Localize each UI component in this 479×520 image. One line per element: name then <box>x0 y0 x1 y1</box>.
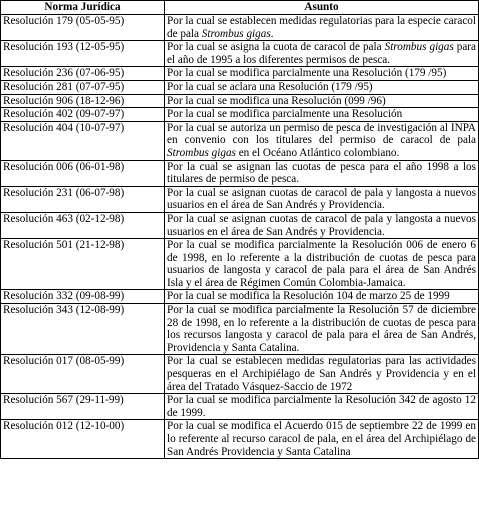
asunto-cell: Por la cual se modifica la Resolución 104 de marzo 25 de 1999 <box>165 290 479 304</box>
asunto-cell: Por la cual se asigna la cuota de caracol de pala Strombus gigas para el año de 1995 a los diferentes permisos de pesca. <box>165 41 479 67</box>
asunto-cell: Por la cual se modifica parcialmente la Resolución 342 de agosto 12 de 1999. <box>165 394 479 420</box>
header-row <box>1 1 479 15</box>
table-row <box>1 239 479 290</box>
norma-cell: Resolución 236 (07-06-95) <box>1 67 165 81</box>
asunto-cell: Por la cual se asignan cuotas de caracol de pala y langosta a nuevos usuarios en el área de San Andrés y Providencia. <box>165 186 479 212</box>
asunto-cell: Por la cual se establecen medidas regulatorias para la especie caracol de pala Strombus gigas. <box>165 15 479 41</box>
norma-cell: Resolución 179 (05-05-95) <box>1 15 165 41</box>
table-row <box>1 121 479 160</box>
table-row <box>1 394 479 420</box>
table-row <box>1 420 479 459</box>
table-row <box>1 80 479 94</box>
norma-cell: Resolución 402 (09-07-97) <box>1 108 165 122</box>
norma-cell: Resolución 193 (12-05-95) <box>1 41 165 67</box>
table-row <box>1 304 479 355</box>
asunto-cell: Por la cual se establecen medidas regulatorias para las actividades pesqueras en el Archipiélago de San Andrés y Providencia y en el área del Tratado Vásquez-Saccio de 1972 <box>165 355 479 394</box>
table-row <box>1 41 479 67</box>
norma-cell: Resolución 231 (06-07-98) <box>1 186 165 212</box>
asunto-cell: Por la cual se autoriza un permiso de pesca de investigación al INPA en convenio con los titulares del permiso de caracol de pala Strombus gigas en el Océano Atlántico colombiano. <box>165 121 479 160</box>
asunto-cell: Por la cual se modifica parcialmente una Resolución <box>165 108 479 122</box>
header-norma: Norma Jurídica <box>1 1 165 15</box>
norma-cell: Resolución 343 (12-08-99) <box>1 304 165 355</box>
norma-cell: Resolución 332 (09-08-99) <box>1 290 165 304</box>
norma-cell: Resolución 017 (08-05-99) <box>1 355 165 394</box>
table-row <box>1 15 479 41</box>
norma-cell: Resolución 463 (02-12-98) <box>1 212 165 238</box>
table-row <box>1 186 479 212</box>
asunto-cell: Por la cual se asignan cuotas de caracol de pala y langosta a nuevos usuarios en el área de San Andrés y Providencia. <box>165 212 479 238</box>
table-row <box>1 160 479 186</box>
asunto-cell: Por la cual se aclara una Resolución (179 /95) <box>165 80 479 94</box>
table-row <box>1 212 479 238</box>
asunto-cell: Por la cual se modifica parcialmente la Resolución 006 de enero 6 de 1998, en lo referente a la distribución de cuotas de pesca para usuarios de langosta y caracol de pala para el área de San Andrés Isla y el área de Régimen Común Colombia-Jamaica. <box>165 239 479 290</box>
asunto-cell: Por la cual se modifica una Resolución (099 /96) <box>165 94 479 108</box>
header-asunto: Asunto <box>165 1 479 15</box>
norma-cell: Resolución 006 (06-01-98) <box>1 160 165 186</box>
asunto-cell: Por la cual se modifica el Acuerdo 015 de septiembre 22 de 1999 en lo referente al recurso caracol de pala, en el área del Archipiélago de San Andrés Providencia y Santa Catalina <box>165 420 479 459</box>
table-row <box>1 355 479 394</box>
norma-cell: Resolución 012 (12-10-00) <box>1 420 165 459</box>
norma-cell: Resolución 906 (18-12-96) <box>1 94 165 108</box>
table-row <box>1 290 479 304</box>
table-row <box>1 94 479 108</box>
asunto-cell: Por la cual se modifica parcialmente la Resolución 57 de diciembre 28 de 1998, en lo referente a la distribución de cuotas de pesca para los recursos langosta y caracol de pala para el área de San Andrés, Providencia y Santa Catalina. <box>165 304 479 355</box>
norma-cell: Resolución 501 (21-12-98) <box>1 239 165 290</box>
norma-cell: Resolución 567 (29-11-99) <box>1 394 165 420</box>
table-row <box>1 67 479 81</box>
norma-cell: Resolución 281 (07-07-95) <box>1 80 165 94</box>
asunto-cell: Por la cual se modifica parcialmente una Resolución (179 /95) <box>165 67 479 81</box>
table-row <box>1 108 479 122</box>
norma-cell: Resolución 404 (10-07-97) <box>1 121 165 160</box>
asunto-cell: Por la cual se asignan las cuotas de pesca para el año 1998 a los titulares de permiso de pesca. <box>165 160 479 186</box>
